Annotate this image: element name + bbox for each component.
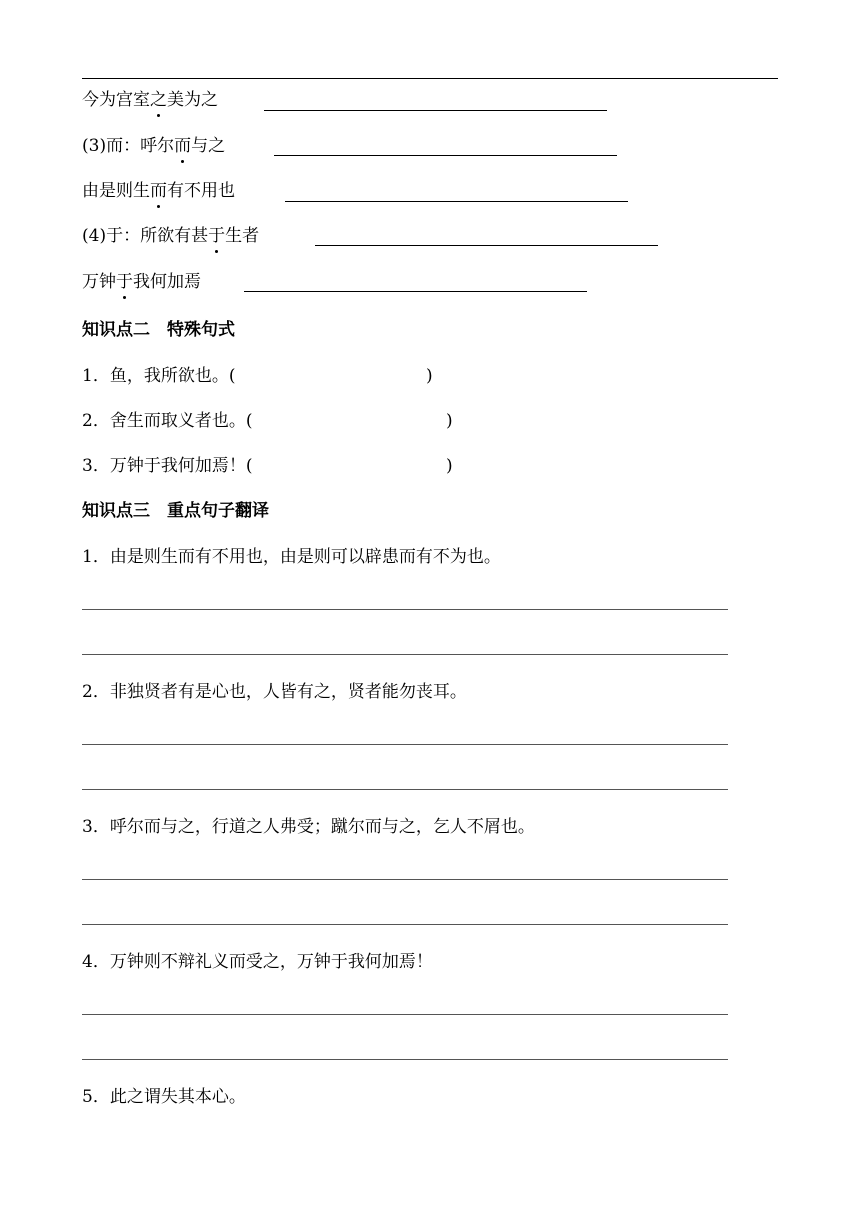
- emphasis-char: 于: [208, 226, 226, 246]
- answer-line[interactable]: [82, 879, 728, 880]
- answer-line[interactable]: [82, 1059, 728, 1060]
- answer-blank[interactable]: [285, 201, 628, 202]
- emphasis-char: 而: [150, 181, 167, 201]
- answer-line[interactable]: [82, 1014, 728, 1015]
- sentence-item-1: 1．鱼，我所欲也。(: [82, 366, 236, 386]
- answer-line[interactable]: [82, 744, 728, 745]
- emphasis-char: 之: [150, 90, 167, 110]
- sentence-item-3: 3．万钟于我何加焉！(: [82, 456, 253, 476]
- close-paren: ): [446, 411, 453, 431]
- fill-line-1: 今为宫室之美为之: [82, 90, 218, 110]
- translation-item-4: 4．万钟则不辩礼义而受之，万钟于我何加焉！: [82, 952, 433, 972]
- answer-line[interactable]: [82, 789, 728, 790]
- fill-line-5: 万钟于我何加焉: [82, 272, 201, 292]
- translation-item-5: 5．此之谓失其本心。: [82, 1087, 246, 1107]
- top-rule: [82, 78, 778, 79]
- fill-line-4: (4)于：所欲有甚于生者: [82, 226, 260, 246]
- translation-item-3: 3．呼尔而与之，行道之人弗受；蹴尔而与之，乞人不屑也。: [82, 817, 535, 837]
- translation-item-2: 2．非独贤者有是心也，人皆有之，贤者能勿丧耳。: [82, 682, 467, 702]
- close-paren: ): [446, 456, 453, 476]
- answer-line[interactable]: [82, 609, 728, 610]
- answer-blank[interactable]: [315, 245, 658, 246]
- translation-item-1: 1．由是则生而有不用也，由是则可以辟患而有不为也。: [82, 547, 501, 567]
- answer-blank[interactable]: [244, 291, 587, 292]
- answer-blank[interactable]: [274, 155, 617, 156]
- answer-line[interactable]: [82, 924, 728, 925]
- close-paren: ): [426, 366, 433, 386]
- fill-line-2: (3)而：呼尔而与之: [82, 136, 226, 156]
- emphasis-char: 于: [116, 272, 133, 292]
- answer-blank[interactable]: [264, 110, 607, 111]
- emphasis-char: 而: [174, 136, 192, 156]
- section-heading-2: 知识点二 特殊句式: [82, 320, 235, 340]
- sentence-item-2: 2．舍生而取义者也。(: [82, 411, 253, 431]
- section-heading-3: 知识点三 重点句子翻译: [82, 501, 269, 521]
- fill-line-3: 由是则生而有不用也: [82, 181, 235, 201]
- answer-line[interactable]: [82, 654, 728, 655]
